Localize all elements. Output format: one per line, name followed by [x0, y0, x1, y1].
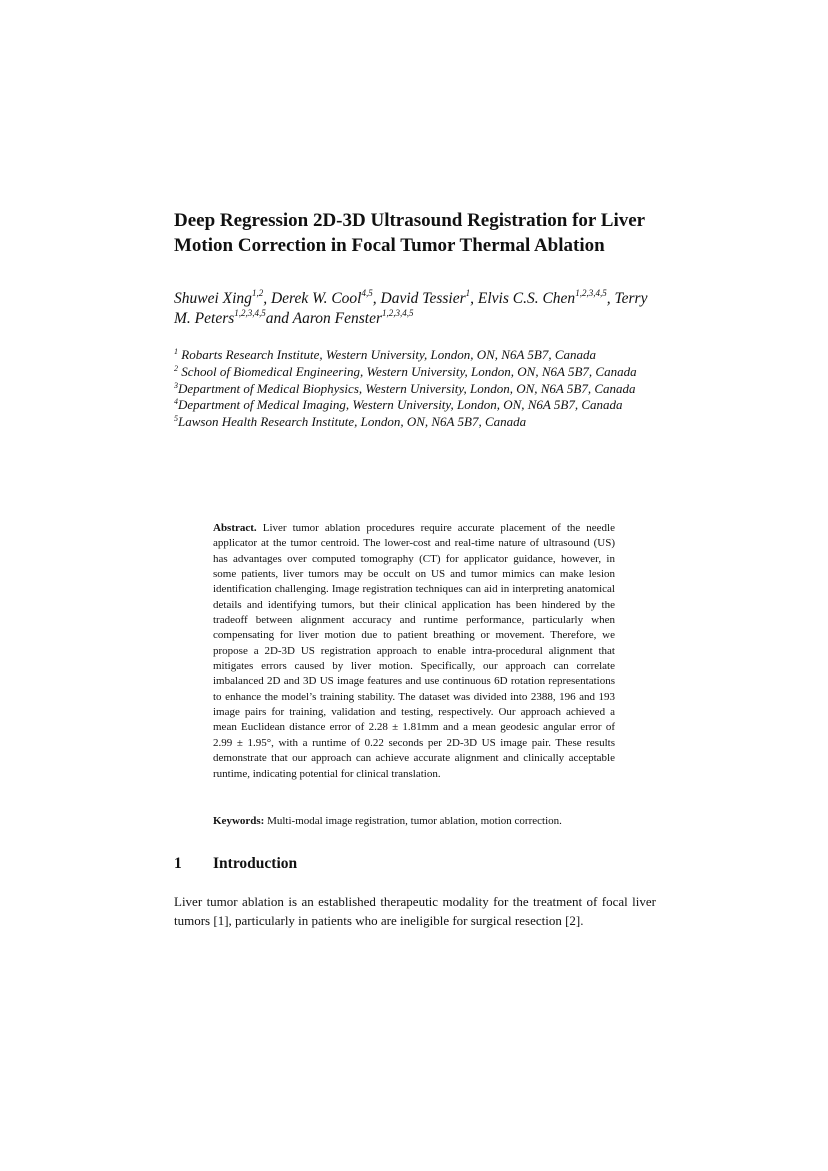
affiliation-text: Robarts Research Institute, Western University, London, ON, N6A 5B7, Canada	[178, 347, 597, 362]
affiliation-item	[174, 381, 658, 398]
author-affiliation-mark: 4,5	[361, 288, 373, 298]
affiliation-text: Lawson Health Research Institute, London, ON, N6A 5B7, Canada	[178, 414, 527, 430]
abstract	[213, 521, 615, 782]
author-list	[174, 289, 664, 329]
abstract-text: Liver tumor ablation procedures require accurate placement of the needle applicator at the tumor centroid. The lower-cost and real-time nature of ultrasound (US) has advantages over computed tomography (CT) for applicator guidance, however, in some patients, liver tumors may be occult on US and tumor mimics can make lesion identification challenging. Image registration techniques can aid in interpreting anatomical details and identifying tumors, but their clinical application has been hindered by the tradeoff between alignment accuracy and runtime performance, particularly when compensating for liver motion due to patient breathing or movement. Therefore, we propose a 2D-3D US registration approach to enable intra-procedural alignment that mitigates errors caused by liver motion. Specifically, our approach can correlate imbalanced 2D and 3D US image features and use continuous 6D rotation representations to enhance the model’s training stability. The dataset was divided into 2388, 196 and 193 image pairs for training, validation and testing, respectively. Our approach achieved a mean Euclidean distance error of 2.28 ± 1.81mm and a mean geodesic angular error of 2.99 ± 1.95°, with a runtime of 0.22 seconds per 2D-3D US image pair. These results demonstrate that our approach can achieve accurate alignment and clinically acceptable runtime, indicating potential for clinical translation.	[213, 522, 615, 780]
author-6	[266, 310, 414, 327]
affiliation-text: Department of Medical Biophysics, Western University, London, ON, N6A 5B7, Canada	[178, 380, 636, 396]
author-name: Elvis C.S. Chen	[477, 290, 576, 307]
section-number: 1	[174, 855, 182, 872]
keywords-label: Keywords:	[213, 815, 265, 827]
keywords-text: Multi-modal image registration, tumor ablation, motion correction.	[264, 815, 562, 827]
author-separator: ,	[263, 290, 271, 307]
author-name: Derek W. Cool	[270, 290, 362, 307]
author-2	[271, 290, 381, 307]
abstract-label: Abstract.	[213, 522, 257, 534]
author-name: and Aaron Fenster	[265, 310, 383, 327]
author-3	[381, 290, 478, 307]
author-separator: ,	[372, 290, 381, 307]
intro-paragraph: Liver tumor ablation is an established therapeutic modality for the treatment of focal liver tumors [1], particularly in patients who are ineligible for surgical resection [2].	[174, 894, 656, 928]
section-title: Introduction	[213, 855, 298, 872]
author-affiliation-mark: 1	[465, 288, 471, 298]
title-line-1: Deep Regression 2D-3D Ultrasound Registration for Liver	[174, 210, 646, 231]
paper-title	[174, 208, 674, 258]
author-1	[174, 290, 271, 307]
affiliation-number: 5	[174, 414, 178, 424]
keywords	[213, 814, 615, 829]
affiliation-number: 3	[174, 380, 178, 390]
affiliation-item	[174, 397, 658, 414]
affiliation-text: Department of Medical Imaging, Western University, London, ON, N6A 5B7, Canada	[178, 397, 623, 413]
affiliation-item	[174, 364, 658, 381]
author-name: Shuwei Xing	[174, 290, 252, 307]
affiliation-number: 1	[174, 347, 178, 356]
author-affiliation-mark: 1,2,3,4,5	[234, 308, 266, 318]
author-name: David Tessier	[380, 290, 466, 307]
title-line-2: Motion Correction in Focal Tumor Thermal Ablation	[174, 235, 605, 256]
author-affiliation-mark: 1,2	[251, 288, 264, 298]
author-4	[478, 290, 615, 307]
affiliation-number: 4	[174, 397, 178, 407]
author-name: Terry M. Peters	[174, 290, 648, 327]
author-separator: ,	[470, 290, 478, 307]
affiliation-text: School of Biomedical Engineering, Western University, London, ON, N6A 5B7, Canada	[178, 363, 637, 379]
affiliation-number: 2	[174, 363, 178, 373]
author-affiliation-mark: 1,2,3,4,5	[575, 288, 607, 298]
author-affiliation-mark: 1,2,3,4,5	[382, 308, 414, 318]
affiliation-list	[174, 347, 658, 431]
affiliation-item	[174, 347, 658, 364]
author-separator: ,	[606, 290, 615, 307]
affiliation-item	[174, 414, 658, 431]
